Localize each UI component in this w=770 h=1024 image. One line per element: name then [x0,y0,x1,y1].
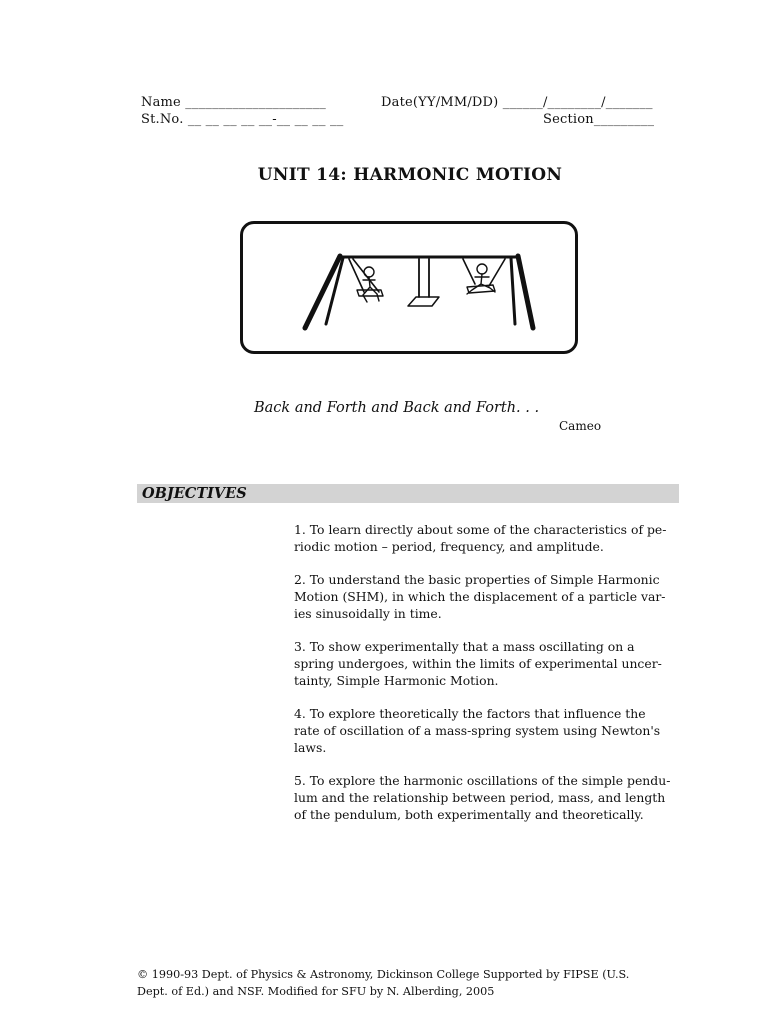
objective-line: riodic motion – period, frequency, and amplitude. [294,539,604,554]
copyright-footer [137,966,629,1000]
objective-line: laws. [294,740,327,755]
name-label: Name [141,95,181,110]
objective-line: 5. To explore the harmonic oscillations of the simple pendu- [294,773,671,788]
objective-line: ies sinusoidally in time. [294,606,442,621]
objective-line: Motion (SHM), in which the displacement of a particle var- [294,589,666,604]
stno-label: St.No. [141,112,184,127]
objective-line: lum and the relationship between period, mass, and length [294,790,666,805]
objective-line: tainty, Simple Harmonic Motion. [294,673,499,688]
objective-line: of the pendulum, both experimentally and theoretically. [294,807,644,822]
date-blank: ______/________/_______ [502,95,653,110]
section-blank: _________ [593,112,655,127]
objectives-list [294,521,678,839]
illustration-frame [240,221,578,354]
objective-item [294,571,678,622]
name-blank: _____________________ [185,95,326,110]
section-label: Section [543,112,594,127]
objective-item [294,638,678,689]
footer-line: Dept. of Ed.) and NSF. Modified for SFU by N. Alberding, 2005 [137,985,495,998]
objective-item [294,521,678,555]
objective-item [294,705,678,756]
objectives-heading: OBJECTIVES [142,485,247,502]
epigraph-attribution: Cameo [559,419,602,433]
objective-line: 3. To show experimentally that a mass oscillating on a [294,639,635,654]
date-field [381,95,653,110]
name-field [141,95,326,110]
objectives-heading-bar [137,484,679,503]
objective-line: rate of oscillation of a mass-spring system using Newton's [294,723,661,738]
objective-line: 4. To explore theoretically the factors that influence the [294,706,646,721]
objective-line: 2. To understand the basic properties of Simple Harmonic [294,572,660,587]
epigraph-quote: Back and Forth and Back and Forth. . . [254,400,540,416]
student-number-field [141,112,343,127]
objective-line: spring undergoes, within the limits of experimental uncer- [294,656,662,671]
section-field [543,112,654,127]
swing-set-icon [243,224,575,351]
page-title: UNIT 14: HARMONIC MOTION [257,165,563,185]
footer-line: © 1990-93 Dept. of Physics & Astronomy, Dickinson College Supported by FIPSE (U.S. [137,968,630,981]
objective-item [294,772,678,823]
date-label: Date(YY/MM/DD) [381,95,499,110]
stno-blank: __ __ __ __ __-__ __ __ __ [187,112,344,127]
objective-line: 1. To learn directly about some of the characteristics of pe- [294,522,667,537]
